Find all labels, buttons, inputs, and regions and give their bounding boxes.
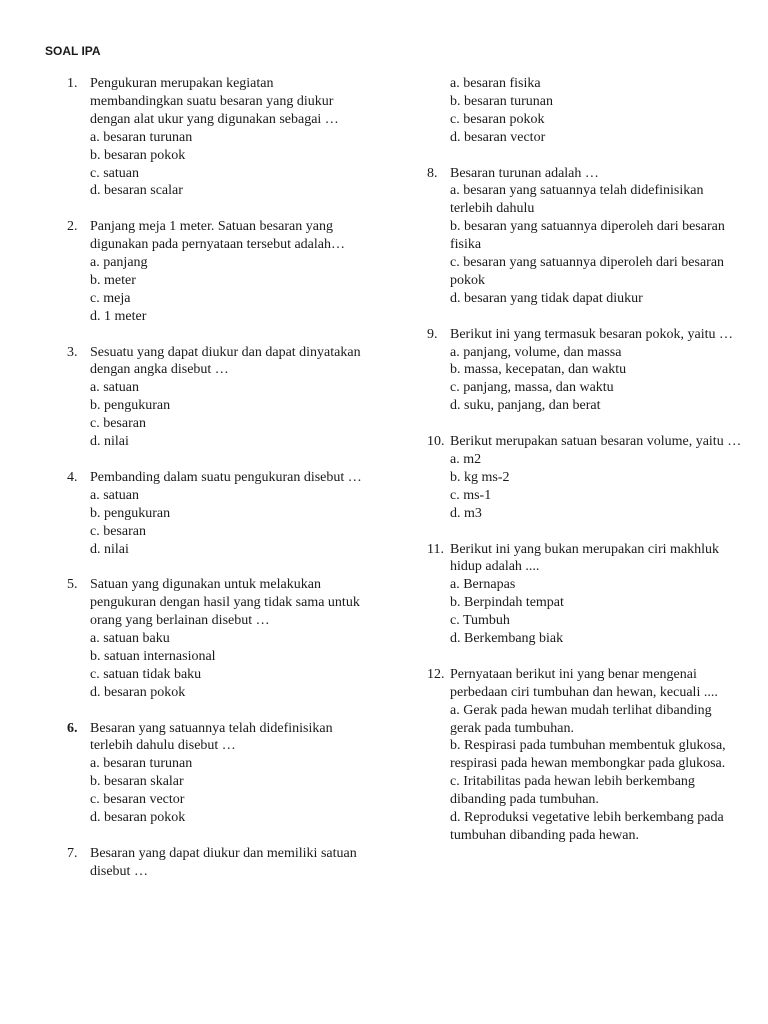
option-a: a. besaran turunan: [90, 756, 193, 772]
option-b: b. meter: [90, 272, 136, 288]
option-b: b. massa, kecepatan, dan waktu: [450, 362, 627, 378]
question-number: 2.: [67, 219, 78, 235]
option-c: c. meja: [90, 290, 131, 306]
question-number: 12.: [427, 666, 445, 682]
option-list: [450, 451, 742, 523]
option-b: b. pengukuran: [90, 505, 171, 521]
question-2: [67, 218, 367, 325]
option-c: c. besaran: [90, 416, 146, 432]
option-d: d. nilai: [90, 434, 129, 450]
right-column: [427, 75, 742, 863]
option-c: c. besaran vector: [90, 792, 185, 808]
option-list: [90, 254, 367, 326]
option-a: a. besaran fisika: [450, 76, 541, 91]
option-d: d. besaran pokok: [90, 810, 186, 826]
option-b: b. besaran yang satuannya diperoleh dari besaran fisika: [450, 219, 725, 253]
question-number: 9.: [427, 326, 438, 342]
question-11: [427, 541, 742, 648]
question-text: Sesuatu yang dapat diukur dan dapat dinyatakan dengan angka disebut …: [90, 344, 361, 378]
option-d: d. suku, panjang, dan berat: [450, 398, 601, 414]
option-a: a. panjang: [90, 255, 148, 271]
question-number: 5.: [67, 577, 78, 593]
option-d: d. besaran yang tidak dapat diukur: [450, 290, 643, 306]
question-9: [427, 326, 742, 416]
option-d: d. m3: [450, 505, 482, 521]
question-7-options: [427, 75, 742, 147]
option-list: [90, 379, 367, 451]
question-number: 8.: [427, 165, 438, 181]
page-title: SOAL IPA: [45, 44, 101, 58]
option-d: d. besaran pokok: [90, 684, 186, 700]
option-d: d. nilai: [90, 541, 129, 557]
option-list: [450, 344, 742, 416]
question-number: 7.: [67, 845, 78, 861]
option-a: a. satuan: [90, 380, 139, 396]
question-number: 4.: [67, 469, 78, 485]
option-list: [90, 487, 367, 559]
question-7: [67, 845, 367, 881]
option-c: c. besaran: [90, 523, 146, 539]
question-text: Pernyataan berikut ini yang benar mengenai perbedaan ciri tumbuhan dan hewan, kecuali ....: [450, 666, 718, 700]
question-text: Panjang meja 1 meter. Satuan besaran yang digunakan pada pernyataan tersebut adalah…: [90, 219, 346, 253]
option-b: b. pengukuran: [90, 398, 171, 414]
question-6: [67, 720, 367, 827]
option-d: d. besaran scalar: [90, 183, 183, 199]
option-list: [450, 702, 742, 845]
option-list: [450, 576, 742, 648]
option-a: a. m2: [450, 451, 482, 467]
question-4: [67, 469, 367, 559]
question-text: Berikut ini yang bukan merupakan ciri makhluk hidup adalah ....: [450, 541, 720, 575]
option-a: a. besaran turunan: [90, 129, 193, 145]
question-12: [427, 666, 742, 845]
option-a: a. Gerak pada hewan mudah terlihat dibanding gerak pada tumbuhan.: [450, 702, 712, 736]
question-text: Besaran turunan adalah …: [450, 165, 599, 181]
question-5: [67, 576, 367, 701]
question-text: Pengukuran merupakan kegiatan membandingkan suatu besaran yang diukur dengan alat ukur yang digunakan sebagai …: [90, 76, 339, 127]
question-10: [427, 433, 742, 523]
option-list: [90, 630, 367, 702]
option-d: d. besaran vector: [450, 129, 546, 145]
option-d: d. 1 meter: [90, 308, 147, 324]
option-b: b. besaran skalar: [90, 774, 184, 790]
option-a: a. satuan baku: [90, 631, 170, 647]
option-a: a. satuan: [90, 487, 139, 503]
option-b: b. Berpindah tempat: [450, 595, 564, 611]
option-list: [90, 755, 367, 827]
option-c: c. panjang, massa, dan waktu: [450, 380, 614, 396]
option-a: a. besaran yang satuannya telah didefinisikan terlebih dahulu: [450, 183, 704, 217]
option-d: d. Berkembang biak: [450, 631, 564, 647]
option-b: b. besaran turunan: [450, 93, 554, 109]
left-column: [67, 75, 367, 899]
option-a: a. panjang, volume, dan massa: [450, 344, 622, 360]
option-b: b. satuan internasional: [90, 648, 216, 664]
option-c: c. satuan: [90, 165, 139, 181]
option-c: c. ms-1: [450, 487, 492, 503]
option-d: d. Reproduksi vegetative lebih berkembang pada tumbuhan dibanding pada hewan.: [450, 810, 724, 843]
question-number: 11.: [427, 541, 444, 557]
option-list: [450, 182, 742, 307]
question-text: Pembanding dalam suatu pengukuran disebut …: [90, 469, 362, 485]
option-c: c. Tumbuh: [450, 613, 510, 629]
option-b: b. Respirasi pada tumbuhan membentuk glukosa, respirasi pada hewan membongkar pada glukosa.: [450, 738, 726, 772]
option-c: c. besaran pokok: [450, 111, 545, 127]
question-number: 10.: [427, 434, 445, 450]
question-8: [427, 165, 742, 308]
question-number: 6.: [67, 720, 78, 736]
option-a: a. Bernapas: [450, 577, 516, 593]
question-text: Satuan yang digunakan untuk melakukan pengukuran dengan hasil yang tidak sama untuk orang yang berlainan disebut …: [90, 577, 360, 629]
question-3: [67, 344, 367, 451]
question-text: Berikut ini yang termasuk besaran pokok, yaitu …: [450, 326, 734, 342]
option-c: c. satuan tidak baku: [90, 666, 202, 682]
question-number: 3.: [67, 344, 78, 360]
question-text: Berikut merupakan satuan besaran volume, yaitu …: [450, 434, 742, 450]
question-1: [67, 75, 367, 200]
question-text: Besaran yang satuannya telah didefinisikan terlebih dahulu disebut …: [90, 720, 333, 754]
option-c: c. besaran yang satuannya diperoleh dari besaran pokok: [450, 255, 725, 288]
option-list: [90, 129, 367, 201]
option-b: b. besaran pokok: [90, 147, 186, 163]
question-text: Besaran yang dapat diukur dan memiliki satuan disebut …: [90, 845, 357, 879]
option-b: b. kg ms-2: [450, 469, 510, 485]
option-c: c. Iritabilitas pada hewan lebih berkembang dibanding pada tumbuhan.: [450, 774, 695, 808]
question-number: 1.: [67, 76, 78, 91]
